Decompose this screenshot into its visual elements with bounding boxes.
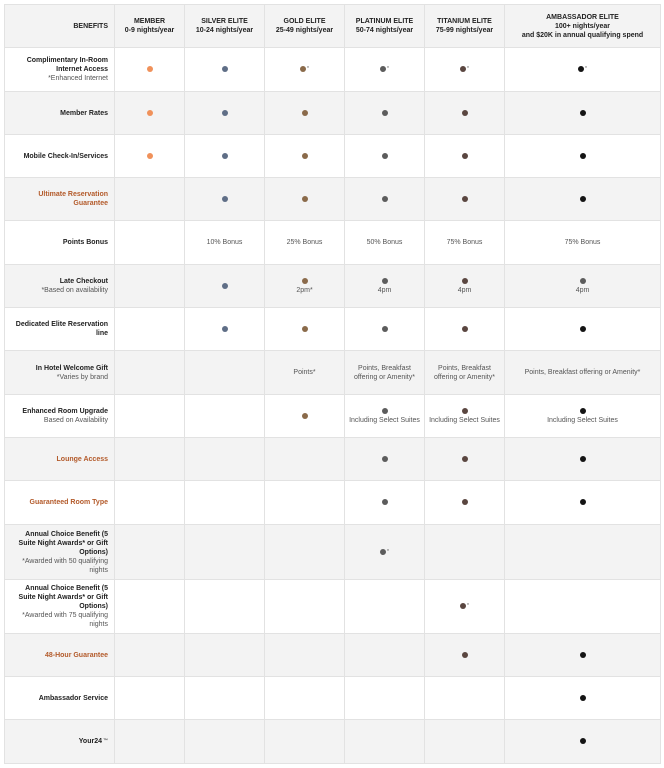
dot-wrap <box>462 325 468 334</box>
included-dot-icon <box>462 326 468 332</box>
included-dot-icon <box>580 695 586 701</box>
benefit-value: 10% Bonus <box>206 239 243 246</box>
benefit-row <box>5 92 661 135</box>
included-dot-icon <box>222 196 228 202</box>
dot-wrap <box>462 651 468 660</box>
benefit-row <box>5 221 661 265</box>
benefit-label-cell <box>5 720 115 764</box>
benefit-cell <box>505 677 661 720</box>
benefit-value: Points, Breakfast offering or Amenity* <box>434 364 495 381</box>
benefit-cell <box>185 677 265 720</box>
benefit-cell <box>265 308 345 351</box>
included-dot-icon <box>382 408 388 414</box>
included-dot-icon <box>580 652 586 658</box>
benefit-label-cell <box>5 351 115 395</box>
benefit-cell <box>115 720 185 764</box>
benefit-cell <box>345 481 425 525</box>
benefit-cell <box>115 677 185 720</box>
benefit-cell <box>265 580 345 634</box>
benefit-cell <box>425 720 505 764</box>
included-dot-icon <box>382 110 388 116</box>
benefit-cell <box>115 48 185 92</box>
dot-wrap <box>147 65 153 74</box>
tier-header <box>265 5 345 48</box>
footnote-mark: * <box>585 66 587 72</box>
included-dot-icon <box>147 66 153 72</box>
benefit-row <box>5 634 661 677</box>
dot-wrap <box>380 548 389 557</box>
benefit-cell <box>115 580 185 634</box>
included-dot-icon <box>462 456 468 462</box>
dot-wrap <box>580 651 586 660</box>
dot-wrap <box>462 109 468 118</box>
benefit-value: 75% Bonus <box>446 239 483 246</box>
tier-nights: 100+ nights/year <box>554 22 611 30</box>
dot-wrap <box>580 694 586 703</box>
benefit-cell <box>265 265 345 308</box>
included-dot-icon <box>382 499 388 505</box>
tier-header <box>115 5 185 48</box>
included-dot-icon <box>578 66 584 72</box>
dot-wrap <box>460 65 469 74</box>
benefit-label-cell <box>5 178 115 221</box>
benefit-label-cell <box>5 481 115 525</box>
benefit-name: Annual Choice Benefit (5 Suite Night Awards* or Gift Options) <box>18 585 108 610</box>
included-dot-icon <box>302 196 308 202</box>
benefit-label-cell <box>5 221 115 265</box>
benefit-cell <box>425 92 505 135</box>
benefit-label-cell <box>5 580 115 634</box>
benefit-cell <box>425 221 505 265</box>
benefit-cell <box>345 178 425 221</box>
included-dot-icon <box>462 652 468 658</box>
benefit-cell <box>345 135 425 178</box>
benefit-row <box>5 48 661 92</box>
benefit-value: Including Select Suites <box>349 417 420 424</box>
included-dot-icon <box>302 153 308 159</box>
tier-nights: 25-49 nights/year <box>275 27 334 34</box>
benefit-cell <box>185 178 265 221</box>
benefit-name: Points Bonus <box>62 239 108 246</box>
tier-name: PLATINUM ELITE <box>355 18 414 25</box>
benefit-row <box>5 351 661 395</box>
dot-wrap <box>580 152 586 161</box>
dot-wrap <box>382 152 388 161</box>
benefit-row <box>5 308 661 351</box>
included-dot-icon <box>380 549 386 555</box>
dot-wrap <box>580 455 586 464</box>
benefit-note: Based on Availability <box>43 417 108 424</box>
benefit-name: 48-Hour Guarantee <box>44 651 108 659</box>
benefit-label-cell <box>5 92 115 135</box>
included-dot-icon <box>462 110 468 116</box>
benefit-value: Including Select Suites <box>547 417 618 424</box>
benefit-cell <box>505 438 661 481</box>
included-dot-icon <box>462 278 468 284</box>
dot-wrap <box>302 277 308 286</box>
benefit-row <box>5 135 661 178</box>
included-dot-icon <box>222 283 228 289</box>
benefit-cell <box>345 351 425 395</box>
benefit-cell <box>505 351 661 395</box>
included-dot-icon <box>580 326 586 332</box>
dot-wrap <box>302 152 308 161</box>
benefit-cell <box>345 525 425 580</box>
dot-wrap <box>222 325 228 334</box>
tier-name: AMBASSADOR ELITE <box>546 13 619 21</box>
benefit-cell <box>265 438 345 481</box>
benefit-cell <box>265 395 345 438</box>
benefit-cell <box>265 634 345 677</box>
benefit-cell <box>505 395 661 438</box>
included-dot-icon <box>302 326 308 332</box>
dot-wrap <box>580 325 586 334</box>
benefit-label-cell <box>5 265 115 308</box>
dot-wrap <box>382 195 388 204</box>
footnote-mark: * <box>467 66 469 72</box>
benefit-row <box>5 481 661 525</box>
benefit-cell <box>425 677 505 720</box>
benefit-row <box>5 525 661 580</box>
benefit-note: *Awarded with 75 qualifying nights <box>22 612 108 628</box>
benefit-cell <box>425 351 505 395</box>
benefit-cell <box>265 48 345 92</box>
tier-header <box>505 5 661 48</box>
benefit-cell <box>505 308 661 351</box>
benefit-cell <box>425 178 505 221</box>
benefit-cell <box>505 48 661 92</box>
benefit-cell <box>505 720 661 764</box>
benefit-cell <box>425 308 505 351</box>
benefit-note: *Varies by brand <box>56 373 108 381</box>
benefit-cell <box>345 308 425 351</box>
benefit-name: Ambassador Service <box>38 694 108 702</box>
benefit-value: 2pm* <box>296 287 313 294</box>
benefit-row <box>5 677 661 720</box>
footnote-mark: * <box>387 548 389 555</box>
benefit-cell <box>265 525 345 580</box>
benefit-cell <box>265 135 345 178</box>
benefit-value: 4pm <box>377 287 392 294</box>
benefit-cell <box>185 265 265 308</box>
benefit-cell <box>115 481 185 525</box>
benefit-cell <box>345 634 425 677</box>
dot-wrap <box>222 195 228 204</box>
benefit-name: Lounge Access <box>56 455 108 463</box>
included-dot-icon <box>147 110 153 116</box>
footnote-mark: * <box>467 603 469 609</box>
benefit-note: *Awarded with 50 qualifying nights <box>22 557 108 574</box>
dot-wrap <box>382 109 388 118</box>
benefit-cell <box>115 265 185 308</box>
included-dot-icon <box>382 326 388 332</box>
included-dot-icon <box>580 278 586 284</box>
benefit-cell <box>505 265 661 308</box>
benefit-name: Annual Choice Benefit (5 Suite Night Awards* or Gift Options) <box>18 530 108 556</box>
tier-name: MEMBER <box>133 18 166 25</box>
benefit-cell <box>425 48 505 92</box>
dot-wrap <box>382 325 388 334</box>
benefit-cell <box>185 221 265 265</box>
benefit-cell <box>115 92 185 135</box>
benefit-row <box>5 265 661 308</box>
included-dot-icon <box>222 326 228 332</box>
footnote-mark: * <box>307 66 309 72</box>
benefit-value: 4pm <box>575 287 590 294</box>
benefit-cell <box>425 135 505 178</box>
dot-wrap <box>580 195 586 204</box>
dot-wrap <box>462 455 468 464</box>
benefit-note: *Enhanced Internet <box>48 75 108 82</box>
benefit-cell <box>265 677 345 720</box>
benefit-row <box>5 395 661 438</box>
included-dot-icon <box>382 196 388 202</box>
included-dot-icon <box>302 278 308 284</box>
included-dot-icon <box>580 408 586 414</box>
benefit-cell <box>185 308 265 351</box>
included-dot-icon <box>580 110 586 116</box>
included-dot-icon <box>380 66 386 72</box>
benefit-cell <box>265 351 345 395</box>
dot-wrap <box>578 65 587 74</box>
dot-wrap <box>460 602 469 611</box>
included-dot-icon <box>382 278 388 284</box>
benefit-name: Late Checkout <box>59 278 108 285</box>
benefit-cell <box>345 720 425 764</box>
benefits-table <box>4 4 661 764</box>
benefit-name: In Hotel Welcome Gift <box>35 364 108 372</box>
benefit-cell <box>185 135 265 178</box>
benefits-table-body <box>5 48 661 764</box>
benefit-value: 25% Bonus <box>286 239 323 246</box>
benefit-cell <box>505 481 661 525</box>
benefit-row <box>5 178 661 221</box>
benefit-cell <box>505 178 661 221</box>
benefit-cell <box>425 580 505 634</box>
tier-header <box>425 5 505 48</box>
benefit-cell <box>345 265 425 308</box>
benefit-cell <box>505 525 661 580</box>
tier-nights: 0-9 nights/year <box>124 27 175 34</box>
benefit-cell <box>425 634 505 677</box>
benefit-label-cell <box>5 308 115 351</box>
dot-wrap <box>147 109 153 118</box>
dot-wrap <box>580 109 586 118</box>
included-dot-icon <box>222 66 228 72</box>
dot-wrap <box>382 407 388 416</box>
dot-wrap <box>580 277 586 286</box>
dot-wrap <box>580 737 586 746</box>
benefit-cell <box>345 221 425 265</box>
benefit-name: Your24™ <box>78 738 108 745</box>
dot-wrap <box>300 65 309 74</box>
benefit-cell <box>115 634 185 677</box>
benefit-name: Mobile Check-In/Services <box>23 152 108 160</box>
included-dot-icon <box>147 153 153 159</box>
included-dot-icon <box>462 196 468 202</box>
benefit-cell <box>115 135 185 178</box>
benefit-value: Points, Breakfast offering or Amenity* <box>524 369 641 376</box>
benefit-name: Enhanced Room Upgrade <box>22 408 108 415</box>
benefit-cell <box>345 395 425 438</box>
benefit-value: Including Select Suites <box>429 417 500 424</box>
footnote-mark: * <box>387 66 389 72</box>
benefit-value: Points, Breakfast offering or Amenity* <box>354 364 415 381</box>
included-dot-icon <box>460 66 466 72</box>
benefit-cell <box>185 351 265 395</box>
tier-name: TITANIUM ELITE <box>437 18 492 25</box>
benefit-row <box>5 720 661 764</box>
included-dot-icon <box>580 499 586 505</box>
benefit-cell <box>345 48 425 92</box>
benefit-name: Ultimate Reservation Guarantee <box>38 191 108 207</box>
benefit-label-cell <box>5 634 115 677</box>
benefit-cell <box>185 481 265 525</box>
dot-wrap <box>222 282 228 291</box>
benefit-cell <box>185 395 265 438</box>
benefit-label-cell <box>5 677 115 720</box>
dot-wrap <box>380 65 389 74</box>
benefit-value: 75% Bonus <box>564 239 601 246</box>
dot-wrap <box>147 152 153 161</box>
benefit-cell <box>115 525 185 580</box>
benefit-cell <box>425 395 505 438</box>
benefit-row <box>5 580 661 634</box>
tier-nights: 10-24 nights/year <box>195 27 254 34</box>
benefit-value: 4pm <box>457 287 472 294</box>
benefit-cell <box>115 178 185 221</box>
benefit-cell <box>115 351 185 395</box>
tier-nights: 75-99 nights/year <box>435 27 494 34</box>
benefit-cell <box>115 438 185 481</box>
included-dot-icon <box>382 153 388 159</box>
dot-wrap <box>222 65 228 74</box>
included-dot-icon <box>580 456 586 462</box>
benefit-cell <box>505 221 661 265</box>
benefit-cell <box>265 481 345 525</box>
benefit-cell <box>185 92 265 135</box>
benefit-cell <box>425 438 505 481</box>
included-dot-icon <box>462 408 468 414</box>
included-dot-icon <box>462 153 468 159</box>
benefit-cell <box>185 438 265 481</box>
dot-wrap <box>462 152 468 161</box>
benefit-label-cell <box>5 135 115 178</box>
dot-wrap <box>462 407 468 416</box>
dot-wrap <box>462 498 468 507</box>
benefit-cell <box>115 395 185 438</box>
header-benefits: BENEFITS <box>5 5 115 48</box>
benefit-cell <box>265 720 345 764</box>
benefit-value: Points* <box>293 369 316 376</box>
tier-nights: 50-74 nights/year <box>355 27 414 34</box>
benefit-label-cell <box>5 438 115 481</box>
included-dot-icon <box>460 603 466 609</box>
dot-wrap <box>462 277 468 286</box>
benefit-cell <box>345 438 425 481</box>
benefit-cell <box>425 525 505 580</box>
included-dot-icon <box>382 456 388 462</box>
dot-wrap <box>302 109 308 118</box>
benefit-cell <box>185 634 265 677</box>
header-row <box>5 5 661 48</box>
tier-header <box>185 5 265 48</box>
benefit-cell <box>265 221 345 265</box>
dot-wrap <box>222 152 228 161</box>
benefit-cell <box>505 135 661 178</box>
dot-wrap <box>222 109 228 118</box>
benefit-name: Dedicated Elite Reservation line <box>15 321 108 337</box>
benefit-cell <box>425 265 505 308</box>
tier-spend-requirement: and $20K in annual qualifying spend <box>521 31 644 39</box>
benefit-cell <box>505 634 661 677</box>
trademark-mark: ™ <box>103 738 108 744</box>
benefits-table-container <box>4 4 660 764</box>
included-dot-icon <box>300 66 306 72</box>
benefit-cell <box>345 677 425 720</box>
benefit-cell <box>345 92 425 135</box>
included-dot-icon <box>222 153 228 159</box>
benefit-cell <box>425 481 505 525</box>
dot-wrap <box>580 407 586 416</box>
benefit-cell <box>505 92 661 135</box>
included-dot-icon <box>222 110 228 116</box>
benefit-cell <box>265 178 345 221</box>
benefit-cell <box>265 92 345 135</box>
benefit-cell <box>345 580 425 634</box>
benefit-name: Member Rates <box>60 109 108 117</box>
dot-wrap <box>462 195 468 204</box>
benefit-cell <box>185 720 265 764</box>
dot-wrap <box>302 325 308 334</box>
included-dot-icon <box>462 499 468 505</box>
benefit-value: 50% Bonus <box>366 239 403 246</box>
dot-wrap <box>382 277 388 286</box>
benefit-cell <box>505 580 661 634</box>
benefit-note: *Based on availability <box>41 287 108 294</box>
dot-wrap <box>580 498 586 507</box>
tier-name: GOLD ELITE <box>283 18 326 25</box>
included-dot-icon <box>580 196 586 202</box>
included-dot-icon <box>302 110 308 116</box>
dot-wrap <box>382 455 388 464</box>
tier-header <box>345 5 425 48</box>
benefit-cell <box>185 48 265 92</box>
tier-name: SILVER ELITE <box>201 18 248 25</box>
dot-wrap <box>302 412 308 421</box>
benefit-cell <box>185 525 265 580</box>
benefit-cell <box>115 308 185 351</box>
benefit-cell <box>115 221 185 265</box>
benefit-row <box>5 438 661 481</box>
benefit-label-cell <box>5 525 115 580</box>
benefit-name: Guaranteed Room Type <box>29 499 108 506</box>
benefit-label-cell <box>5 395 115 438</box>
benefit-name: Complimentary In-Room Internet Access <box>26 57 108 73</box>
benefit-cell <box>185 580 265 634</box>
dot-wrap <box>382 498 388 507</box>
benefit-label-cell <box>5 48 115 92</box>
included-dot-icon <box>580 153 586 159</box>
dot-wrap <box>302 195 308 204</box>
included-dot-icon <box>580 738 586 744</box>
included-dot-icon <box>302 413 308 419</box>
